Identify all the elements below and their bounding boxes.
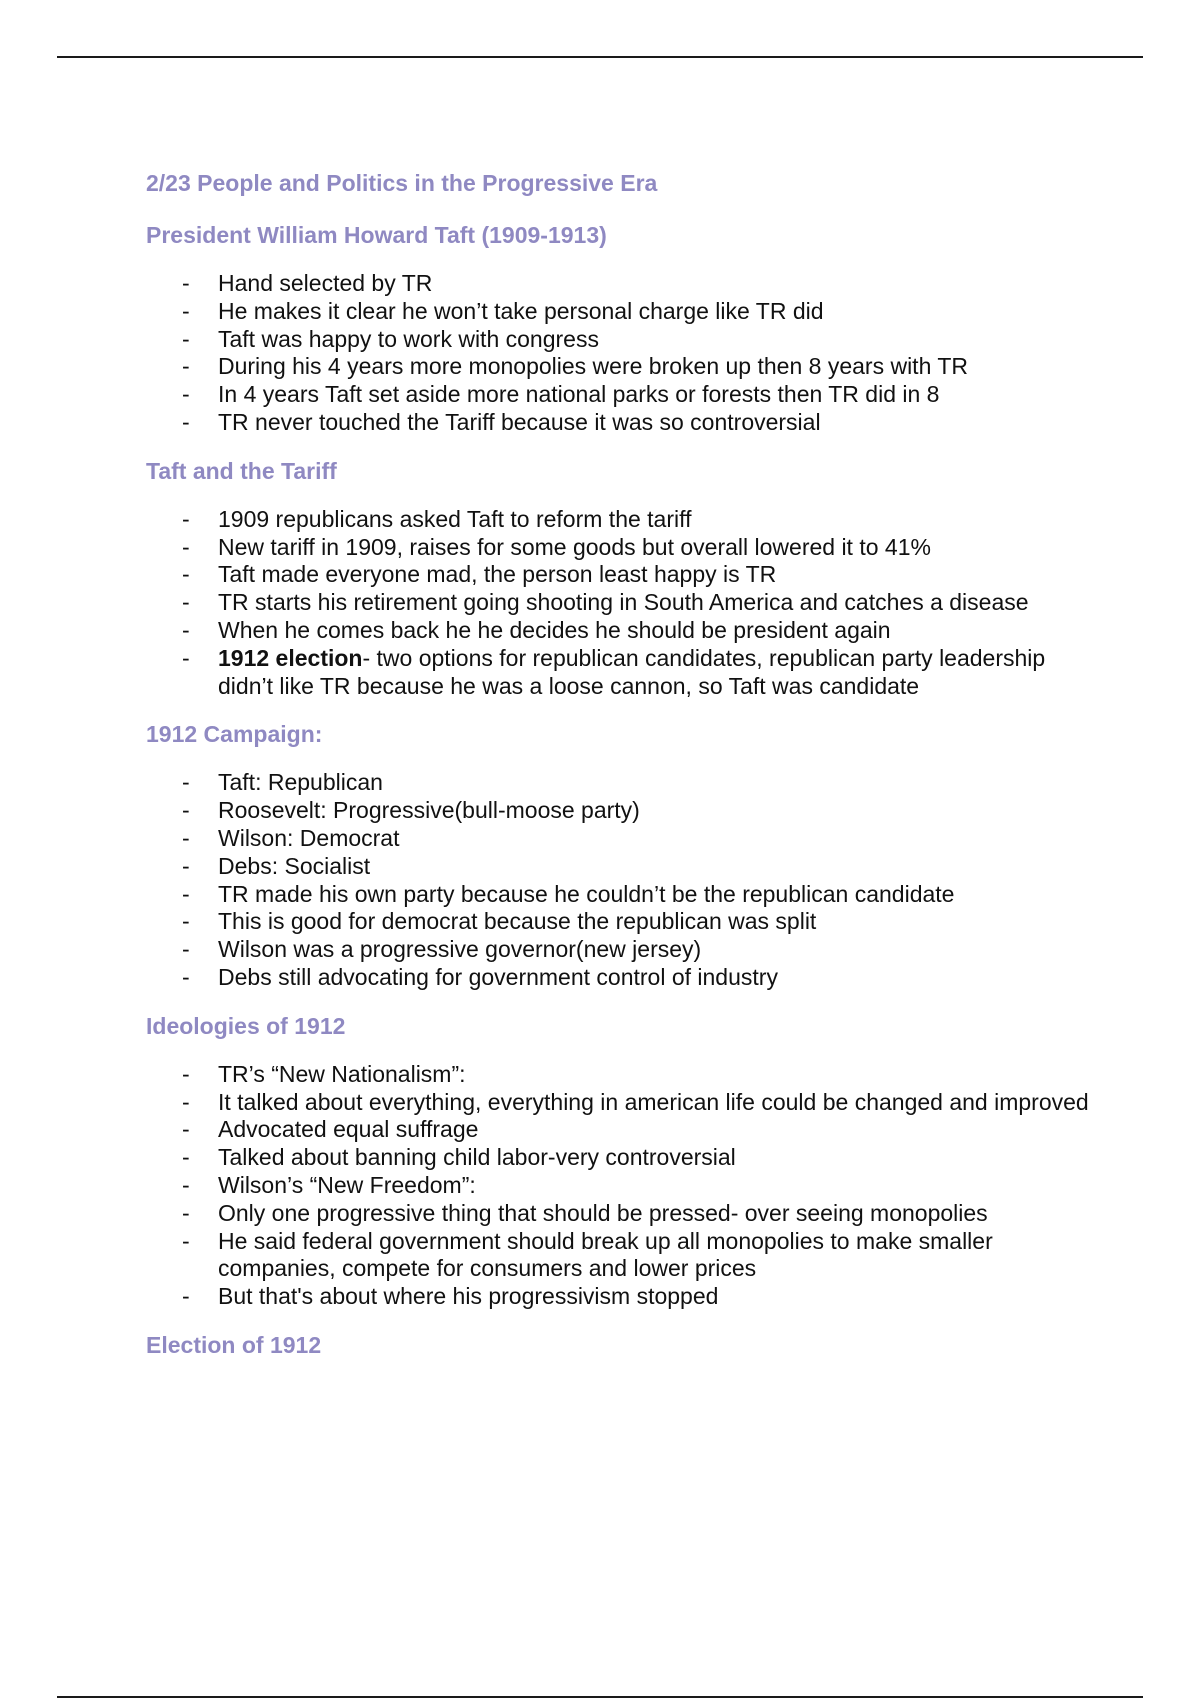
bullet-dash: - [182,1060,190,1087]
section-heading-campaign: 1912 Campaign: [146,721,323,748]
bold-term: 1912 election [218,644,363,671]
list-item: - When he comes back he he decides he should be president again [182,616,891,643]
page-title: 2/23 People and Politics in the Progressive Era [146,170,658,196]
bullet-list-taft [146,270,1106,437]
bullet-list-ideologies [146,1061,1106,1311]
list-item: - This is good for democrat because the republican was split [182,908,817,935]
list-item: - New tariff in 1909, raises for some goods but overall lowered it to 41% [182,533,931,560]
bullet-dash: - [182,589,190,616]
bullet-dash: - [182,963,190,990]
bullet-dash: - [182,824,190,851]
bullet-dash: - [182,1088,190,1115]
list-item: - But that's about where his progressivism stopped [182,1283,719,1310]
list-item: - He said federal government should break up all monopolies to make smaller companies, compete for consumers and lower prices [182,1227,993,1282]
bullet-dash: - [182,1227,190,1254]
bullet-dash: - [182,880,190,907]
bullet-dash: - [182,852,190,879]
list-item: - In 4 years Taft set aside more national parks or forests then TR did in 8 [182,381,940,408]
bullet-list-tariff [146,506,1106,701]
bullet-dash: - [182,1199,190,1226]
section-heading-ideologies: Ideologies of 1912 [146,1012,346,1039]
bullet-dash: - [182,769,190,796]
list-item: - Wilson: Democrat [182,824,400,851]
bottom-rule [57,1696,1143,1698]
list-item: - TR’s “New Nationalism”: [182,1060,466,1087]
bullet-dash: - [182,381,190,408]
list-item: - Roosevelt: Progressive(bull-moose party) [182,797,640,824]
list-item: - Wilson’s “New Freedom”: [182,1171,476,1198]
bullet-dash: - [182,616,190,643]
list-item: - Debs: Socialist [182,852,371,879]
bullet-dash: - [182,561,190,588]
list-item: - Taft made everyone mad, the person least happy is TR [182,561,777,588]
bullet-list-campaign [146,769,1106,991]
bullet-dash: - [182,644,190,671]
list-item-1912-election: - 1912 election- two options for republican candidates, republican party leadership didn’t like TR because he was a loose cannon, so Taft was candidate [182,644,1046,699]
top-rule [57,56,1143,58]
bullet-dash: - [182,270,190,296]
section-heading-election: Election of 1912 [146,1331,322,1358]
bullet-dash: - [182,1144,190,1171]
bullet-dash: - [182,936,190,963]
list-item: - TR made his own party because he couldn’t be the republican candidate [182,880,955,907]
list-item: - Debs still advocating for government control of industry [182,963,778,990]
list-item: - Hand selected by TR [182,270,433,296]
bullet-dash: - [182,1116,190,1143]
list-item: - TR never touched the Tariff because it was so controversial [182,408,821,435]
bullet-dash: - [182,505,190,532]
list-item: - Advocated equal suffrage [182,1116,479,1143]
bullet-dash: - [182,533,190,560]
list-item: - Taft: Republican [182,769,383,796]
bullet-dash: - [182,408,190,435]
bullet-dash: - [182,908,190,935]
list-item: - TR starts his retirement going shooting in South America and catches a disease [182,589,1029,616]
bullet-dash: - [182,353,190,380]
list-item: - During his 4 years more monopolies were broken up then 8 years with TR [182,353,968,380]
section-heading-tariff: Taft and the Tariff [146,457,337,484]
bullet-dash: - [182,297,190,324]
list-item: - 1909 republicans asked Taft to reform the tariff [182,505,692,532]
list-item: - Only one progressive thing that should be pressed- over seeing monopolies [182,1199,988,1226]
document-body [146,168,1106,1380]
list-item: - He makes it clear he won’t take personal charge like TR did [182,297,824,324]
bullet-dash: - [182,797,190,824]
bullet-dash: - [182,1283,190,1310]
section-heading-taft: President William Howard Taft (1909-1913) [146,222,607,248]
list-item: - Talked about banning child labor-very controversial [182,1144,736,1171]
bullet-dash: - [182,1171,190,1198]
list-item: - Taft was happy to work with congress [182,325,599,352]
bullet-dash: - [182,325,190,352]
list-item: - It talked about everything, everything in american life could be changed and improved [182,1088,1089,1115]
list-item: - Wilson was a progressive governor(new jersey) [182,936,702,963]
